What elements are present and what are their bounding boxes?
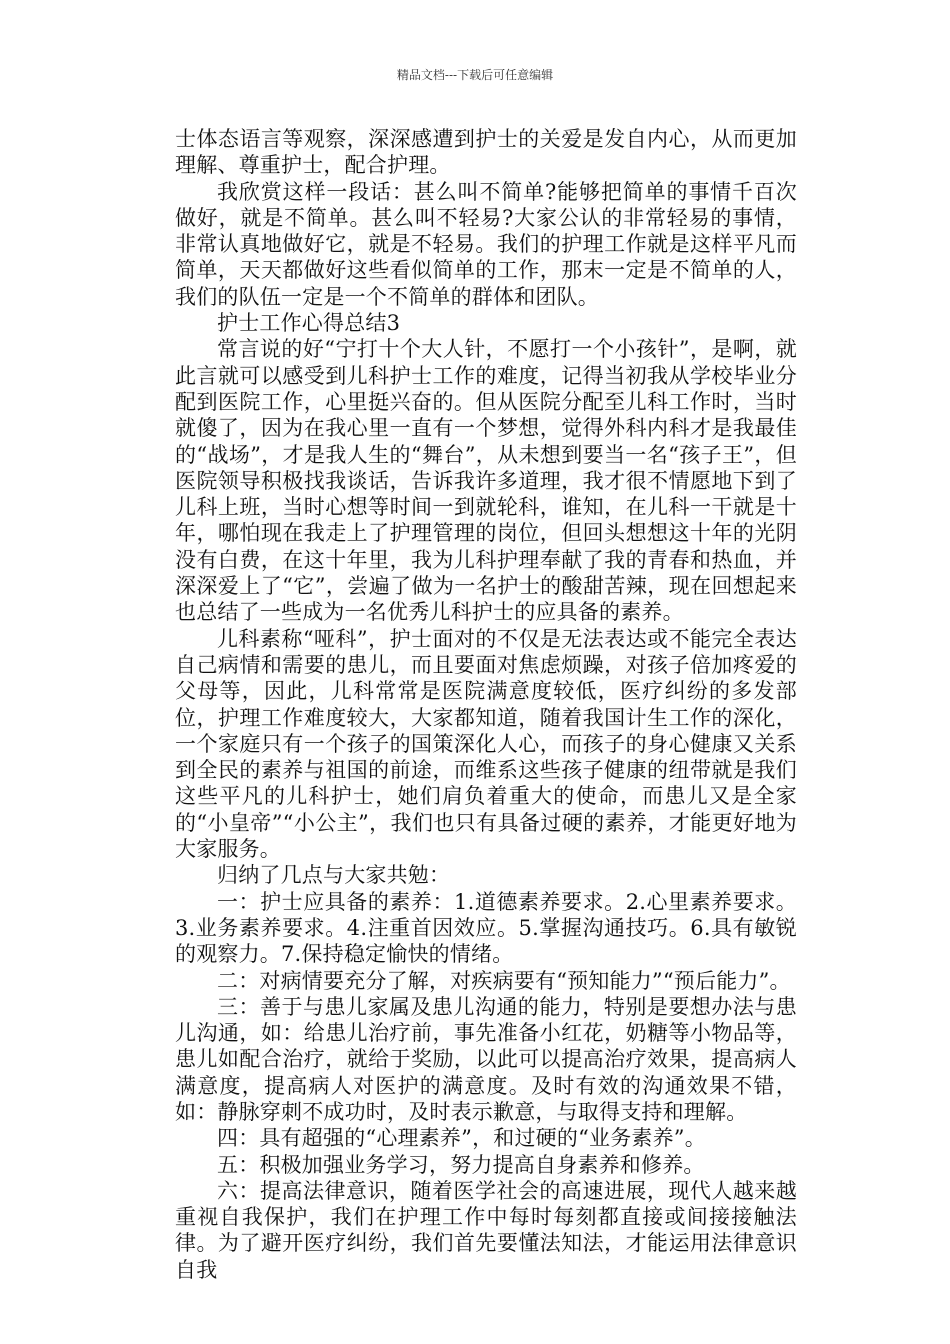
paragraph-quote: 我欣赏这样一段话：甚么叫不简单?能够把简单的事情千百次做好，就是不简单。甚么叫不轻易?大家公认的非常轻易的事情，非常认真地做好它，就是不轻易。我们的护理工作就是这样平凡而简单，天天都做好这些看似简单的工作，那末一定是不简单的人，我们的队伍一定是一个不简单的群体和团队。 [175,179,797,309]
document-body [175,126,797,1283]
point-three: 三：善于与患儿家属及患儿沟通的能力，特别是要想办法与患儿沟通，如：给患儿治疗前，事先准备小红花，奶糖等小物品等，患儿如配合治疗，就给于奖励，以此可以提高治疗效果，提高病人满意度，提高病人对医护的满意度。及时有效的沟通效果不错，如：静脉穿刺不成功时，及时表示歉意，与取得支持和理解。 [175,994,797,1124]
paragraph-summary-lead: 归纳了几点与大家共勉： [217,863,451,888]
point-five: 五：积极加强业务学习，努力提高自身素养和修养。 [217,1152,705,1177]
section-title: 护士工作心得总结3 [217,311,401,336]
paragraph-continuation: 士体态语言等观察，深深感遭到护士的关爱是发自内心，从而更加理解、尊重护士，配合护理。 [175,127,797,178]
paragraph-pediatrics: 儿科素称“哑科”，护士面对的不仅是无法表达或不能完全表达自己病情和需要的患儿，而且要面对焦虑烦躁，对孩子倍加疼爱的父母等，因此，儿科常常是医院满意度较低，医疗纠纷的多发部位，护理工作难度较大，大家都知道，随着我国计生工作的深化，一个家庭只有一个孩子的国策深化人心，而孩子的身心健康又关系到全民的素养与祖国的前途，而维系这些孩子健康的纽带就是我们这些平凡的儿科护士，她们肩负着重大的使命，而患儿又是全家的“小皇帝”“小公主”，我们也只有具备过硬的素养，才能更好地为大家服务。 [175,626,797,862]
point-four: 四：具有超强的“心理素养”，和过硬的“业务素养”。 [217,1126,706,1151]
point-six: 六：提高法律意识，随着医学社会的高速进展，现代人越来越重视自我保护，我们在护理工作中每时每刻都直接或间接接触法律。为了避开医疗纠纷，我们首先要懂法知法，才能运用法律意识自我 [175,1178,797,1282]
point-one: 一：护士应具备的素养：1.道德素养要求。2.心里素养要求。3.业务素养要求。4.注重首因效应。5.掌握沟通技巧。6.具有敏锐的观察力。7.保持稳定愉快的情绪。 [175,889,797,967]
paragraph-intro: 常言说的好“宁打十个大人针，不愿打一个小孩针”，是啊，就此言就可以感受到儿科护士工作的难度，记得当初我从学校毕业分配到医院工作，心里挺兴奋的。但从医院分配至儿科工作时，当时就傻了，因为在我心里一直有一个梦想，觉得外科内科才是我最佳的“战场”，才是我人生的“舞台”，从未想到要当一名“孩子王”，但医院领导积极找我谈话，告诉我许多道理，我才很不情愿地下到了儿科上班，当时心想等时间一到就轮科，谁知，在儿科一干就是十年，哪怕现在我走上了护理管理的岗位，但回头想想这十年的光阴没有白费，在这十年里，我为儿科护理奉献了我的青春和热血，并深深爱上了“它”，尝遍了做为一名护士的酸甜苦辣，现在回想起来也总结了一些成为一名优秀儿科护士的应具备的素养。 [175,337,797,625]
point-two: 二：对病情要充分了解，对疾病要有“预知能力”“预后能力”。 [217,968,791,993]
page-header: 精品文档---下载后可任意编辑 [396,68,554,82]
